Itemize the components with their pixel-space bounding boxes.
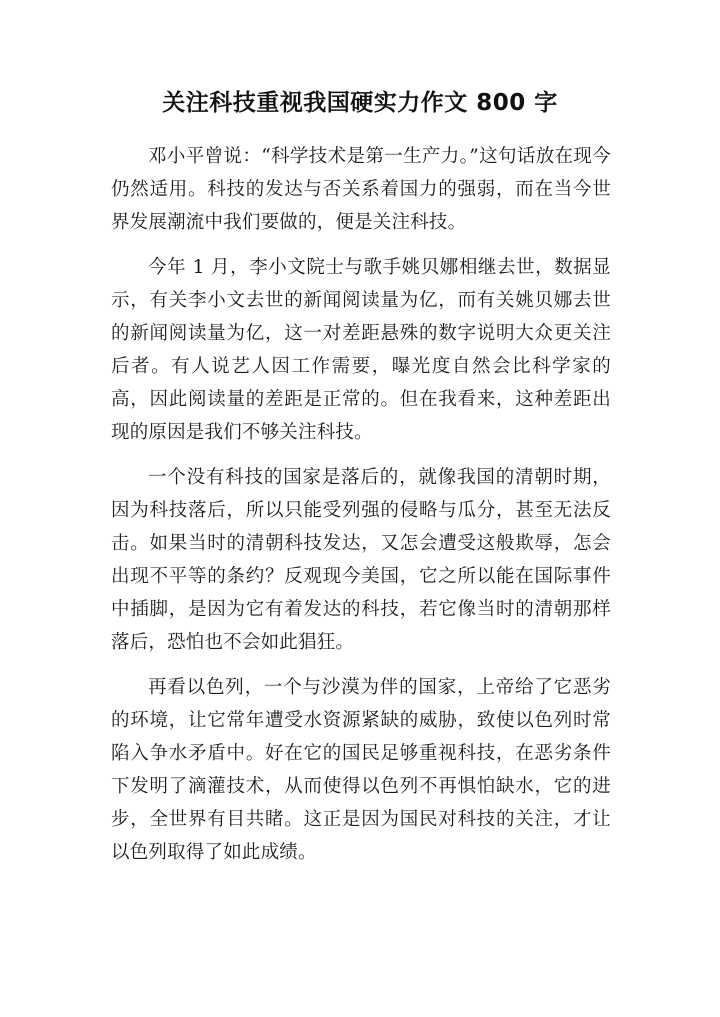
paragraph-4: 再看以色列，一个与沙漠为伴的国家，上帝给了它恶劣的环境，让它常年遭受水资源紧缺的威胁，致使以色列时常陷入争水矛盾中。好在它的国民足够重视科技，在恶劣条件下发明了滴灌技术，从而使得以色列不再惧怕缺水，它的进步，全世界有目共睹。这正是因为国民对科技的关注，才让以色列取得了如此成绩。 [111, 677, 611, 863]
paragraph-2: 今年 1 月，李小文院士与歌手姚贝娜相继去世，数据显示，有关李小文去世的新闻阅读量为亿，而有关姚贝娜去世的新闻阅读量为亿，这一对差距悬殊的数字说明大众更关注后者。有人说艺人因工作需要，曝光度自然会比科学家的高，因此阅读量的差距是正常的。但在我看来，这种差距出现的原因是我们不够关注科技。 [111, 257, 611, 443]
document-title: 关注科技重视我国硬实力作文 800 字 [162, 90, 558, 116]
paragraph-3: 一个没有科技的国家是落后的，就像我国的清朝时期，因为科技落后，所以只能受列强的侵略与瓜分，甚至无法反击。如果当时的清朝科技发达，又怎会遭受这般欺辱，怎会出现不平等的条约？反观现今美国，它之所以能在国际事件中插脚，是因为它有着发达的科技，若它像当时的清朝那样落后，恐怕也不会如此猖狂。 [111, 467, 611, 653]
paragraph-1: 邓小平曾说：“科学技术是第一生产力。”这句话放在现今仍然适用。科技的发达与否关系着国力的强弱，而在当今世界发展潮流中我们要做的，便是关注科技。 [111, 146, 611, 233]
document-body [111, 140, 611, 881]
